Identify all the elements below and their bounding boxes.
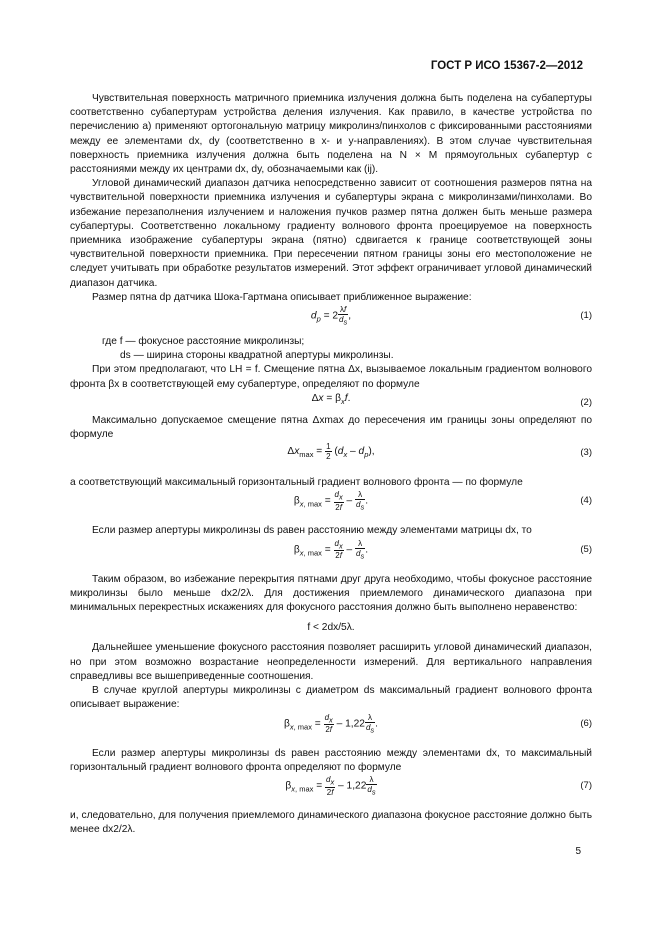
page-number: 5 [575, 846, 581, 857]
paragraph-5: Максимально допускаемое смещение пятна Δxmax до пересечения им границы зоны определяют по формуле [70, 414, 592, 441]
body-text [70, 92, 592, 837]
equation-4: $\beta_{x, max}$ = $\frac{d_x}{2f}$ – $\frac{\lambda}{d_s}$ . (4) [293, 490, 592, 513]
paragraph-10: В случае круглой апертуры микролинзы с диаметром ds максимальный градиент волнового фронта описывает выражение: [70, 685, 592, 711]
equation-5: $\beta_{x, max}$ = $\frac{d_x}{2f}$ – $\frac{\lambda}{d_s}$ . (5) [293, 538, 592, 561]
paragraph-9: Дальнейшее уменьшение фокусного расстояния позволяет расширить угловой динамический диапазон, но при этом возможно возрастание неопределенности измерений. Для вертикального направления справедливы все вышеприведенные соотношения. [70, 642, 592, 682]
equation-3-number: (3) [580, 447, 592, 459]
paragraph-6: а соответствующий максимальный горизонтальный градиент волнового фронта — по формуле [70, 477, 523, 489]
paragraph-4: При этом предполагают, что LH = f. Смещение пятна Δx, вызываемое локальным градиентом волнового фронта βx в соответствующей ему субапертуре, определяют по формуле [70, 364, 592, 390]
equation-5-number: (5) [580, 543, 592, 555]
equation-2: $\Delta x = \beta_xf$. (2) [70, 392, 592, 414]
paragraph-2: Угловой динамический диапазон датчика непосредственно зависит от соотношения размеров пятна на чувствительной поверхности приемника излучения и субапертуры экрана с микролинзами/пинхолами. Во избежание перезаполнения излучением и наложения пучков размер пятна должен быть меньше размера субапертуры. Соответственно локальному градиенту волнового фронта проецируемое на поверхность приемника изображение субапертуры экрана (пятно) сдвигается к границе соответствующей зоны чувствительной поверхности приемника. При пересечении пятном границы зоны его местоположение не следует учитывать при обработке результатов измерений. Этот эффект ограничивает угловой динамический диапазон датчика. [70, 178, 592, 289]
paragraph-8: Таким образом, во избежание перекрытия пятнами друг друга необходимо, чтобы фокусное расстояние микролинзы было меньше dx2/2λ. Для достижения приемлемого динамического диапазона при минимальных перекрестных искажениях для фокусного расстояния должно быть выполнено неравенство: [70, 573, 592, 614]
paragraph-12: и, следовательно, для получения приемлемого динамического диапазона фокусное расстояние должно быть менее dx2/2λ. [70, 809, 592, 836]
definition-ds: ds — ширина стороны квадратной апертуры микролинзы. [120, 350, 394, 362]
equation-1: $d_p = 2$ $\frac{\lambda f}{d_s}$ , (1) [310, 305, 592, 327]
equation-3: $\Delta x_{max}$ = $\frac{1}{2}$ $(d_x - d_p)$, (3) [287, 442, 592, 462]
paragraph-3: Размер пятна dp датчика Шока-Гартмана описывает приближенное выражение: [92, 291, 472, 303]
equation-4-number: (4) [580, 495, 592, 507]
paragraph-11: Если размер апертуры микролинзы ds равен расстоянию между элементами dx, то максимальный горизонтальный градиент волнового фронта определяют по формуле [70, 747, 592, 773]
paragraph-1: Чувствительная поверхность матричного приемника излучения должна быть поделена на субапертуры соответственно субапертурам устройства деления излучения. Как правило, в качестве устройства по перечислению а) применяют ортогональную матрицу микролинз/пинхолов с фиксированными расстояниями между ее элементами dx, dy (соответственно в x- и y-направлениях). В этом случае чувствительная поверхность приемника излучения должна быть поделена на N × M прямоугольных субапертур с расстояниями между их центрами dx, dy, обозначаемыми как (ij). [70, 93, 592, 176]
equation-1-number: (1) [580, 310, 592, 322]
equation-6-number: (6) [580, 717, 592, 729]
equation-6: $\beta_{x, max}$ = $\frac{d_x}{2f}$ – 1,22 $\frac{\lambda}{d_s}$ . (6) [284, 712, 592, 735]
equation-2-number: (2) [580, 396, 592, 408]
equation-7-number: (7) [580, 779, 592, 791]
equation-7: $\beta_{x, max}$ = $\frac{d_x}{2f}$ – 1,22 $\frac{\lambda}{d_s}$ (7) [285, 774, 592, 797]
definition-f: где f — фокусное расстояние микролинзы; [102, 336, 305, 348]
document-code: ГОСТ Р ИСО 15367-2—2012 [430, 60, 583, 72]
inequality: f < 2dx/5λ. [307, 622, 355, 634]
paragraph-7: Если размер апертуры микролинзы ds равен расстоянию между элементами матрицы dx, то [92, 525, 532, 537]
